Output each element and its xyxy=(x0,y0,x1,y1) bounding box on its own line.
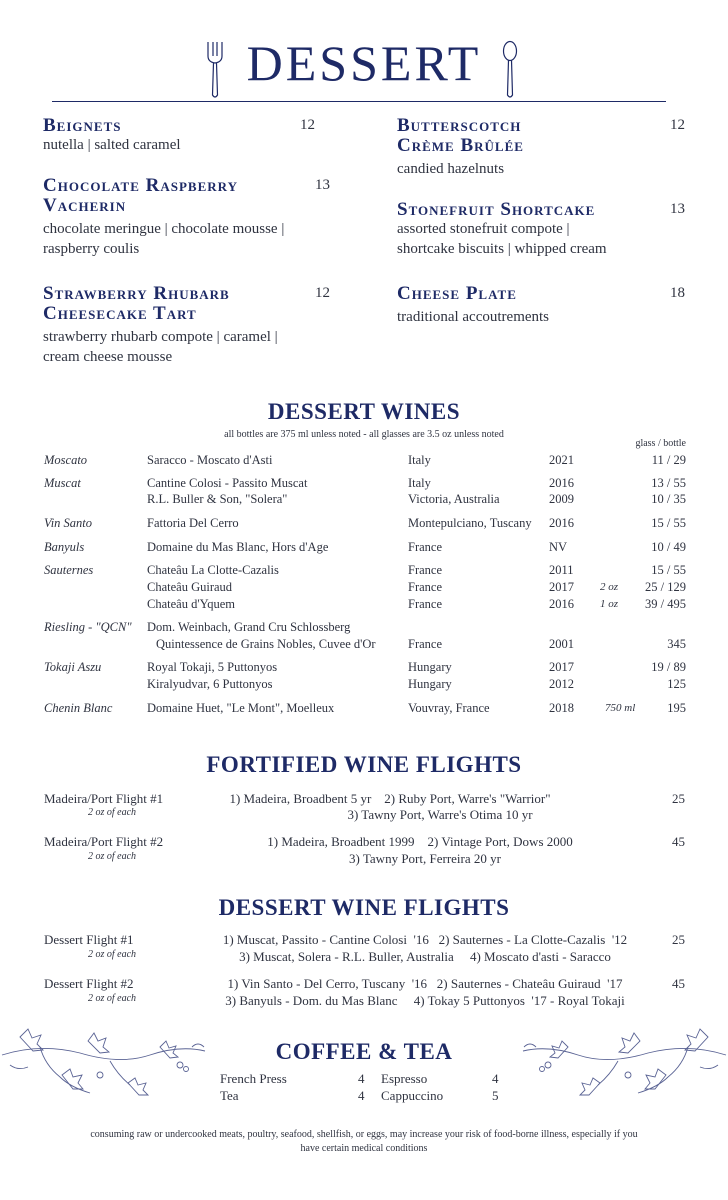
flight-line: 3) Tawny Port, Warre's Otima 10 yr xyxy=(347,807,533,822)
wine-vintage: 2016 xyxy=(549,476,574,490)
dish-price: 12 xyxy=(670,117,685,133)
wine-vintage: 2016 xyxy=(549,597,574,611)
wine-row xyxy=(0,701,728,717)
footer-disclaimer-line2: have certain medical conditions xyxy=(300,1143,428,1154)
wine-type: Moscato xyxy=(44,453,88,467)
dish-price: 13 xyxy=(670,201,685,217)
wine-price: 10 / 35 xyxy=(651,492,686,506)
dish-description: traditional accoutrements xyxy=(397,309,550,325)
coffee-item-price: 4 xyxy=(492,1071,499,1086)
wine-type: Banyuls xyxy=(44,540,85,554)
flight-name: Madeira/Port Flight #2 xyxy=(44,834,164,849)
wine-row xyxy=(0,453,728,469)
wine-producer: Chateâu d'Yquem xyxy=(147,597,235,611)
dish-description: assorted stonefruit compote | xyxy=(397,221,570,237)
flight-portion: 2 oz of each xyxy=(88,807,137,818)
coffee-item-name: French Press xyxy=(220,1071,287,1086)
flight-portion: 2 oz of each xyxy=(88,851,137,862)
footer-disclaimer: consuming raw or undercooked meats, poultry, seafood, shellfish, or eggs, may increase your risk of food-borne illness, especially if you xyxy=(90,1129,638,1140)
wine-region: Hungary xyxy=(408,660,452,674)
flight-line: 1) Vin Santo - Del Cerro, Tuscany '16 2) Sauternes - Chateâu Guiraud '17 xyxy=(227,976,623,991)
dish-name: Strawberry Rhubarb xyxy=(43,283,230,304)
wine-size: 750 ml xyxy=(605,702,636,714)
wine-vintage: 2018 xyxy=(549,701,574,715)
wine-row xyxy=(0,516,728,532)
wine-row xyxy=(0,637,728,653)
coffee-item-name: Espresso xyxy=(381,1071,428,1086)
wine-price: 10 / 49 xyxy=(651,540,686,554)
wine-type: Muscat xyxy=(44,476,81,490)
dish-name-line2: Vacherin xyxy=(43,195,127,216)
wine-producer: Royal Tokaji, 5 Puttonyos xyxy=(147,660,278,674)
dish-name-line2: Crème Brûlée xyxy=(397,135,524,156)
section-title-fortified: FORTIFIED WINE FLIGHTS xyxy=(206,752,522,777)
flight-price: 45 xyxy=(672,976,685,991)
flight-price: 25 xyxy=(672,791,685,806)
wine-region: France xyxy=(408,563,443,577)
wine-vintage: 2016 xyxy=(549,516,574,530)
wine-price: 15 / 55 xyxy=(651,563,686,577)
section-title-dessert-wines: DESSERT WINES xyxy=(267,399,461,424)
wine-producer: Kiralyudvar, 6 Puttonyos xyxy=(147,677,273,691)
wine-price: 19 / 89 xyxy=(651,660,686,674)
wine-type: Vin Santo xyxy=(44,516,93,530)
section-title-coffee-tea: COFFEE & TEA xyxy=(275,1039,453,1064)
wine-type: Tokaji Aszu xyxy=(44,660,102,674)
wine-price: 345 xyxy=(667,637,686,651)
coffee-item-price: 4 xyxy=(358,1071,365,1086)
dish-description: cream cheese mousse xyxy=(43,349,173,365)
dish-price: 18 xyxy=(670,285,685,301)
wine-region: Victoria, Australia xyxy=(408,492,500,506)
wine-region: France xyxy=(408,637,443,651)
coffee-item-name: Cappuccino xyxy=(381,1088,444,1103)
wine-producer: R.L. Buller & Son, "Solera" xyxy=(147,492,288,506)
flight-name: Dessert Flight #2 xyxy=(44,976,134,991)
wine-region: Italy xyxy=(408,476,431,490)
wine-region: Italy xyxy=(408,453,431,467)
dessert-wines-note: all bottles are 375 ml unless noted - all glasses are 3.5 oz unless noted xyxy=(224,429,504,440)
page-title: DESSERT xyxy=(246,35,482,91)
wine-price: 11 / 29 xyxy=(651,453,686,467)
wine-producer: Chateâu La Clotte-Cazalis xyxy=(147,563,279,577)
wine-vintage: NV xyxy=(549,540,568,554)
wine-vintage: 2012 xyxy=(549,677,574,691)
dish-description: chocolate meringue | chocolate mousse | xyxy=(43,221,285,237)
wine-region: Vouvray, France xyxy=(408,701,490,715)
coffee-item-price: 4 xyxy=(358,1088,365,1103)
wine-producer: Fattoria Del Cerro xyxy=(147,516,239,530)
flight-price: 45 xyxy=(672,834,685,849)
dish-description: candied hazelnuts xyxy=(397,161,505,177)
wine-price: 13 / 55 xyxy=(651,476,686,490)
flight-portion: 2 oz of each xyxy=(88,993,137,1004)
wine-row xyxy=(0,597,728,613)
dish-price: 13 xyxy=(315,177,330,193)
wine-region: Montepulciano, Tuscany xyxy=(408,516,532,530)
section-title-dessert-wine-flights: DESSERT WINE FLIGHTS xyxy=(218,895,510,920)
wine-row xyxy=(0,620,728,636)
dish-description: raspberry coulis xyxy=(43,241,140,257)
flight-line: 1) Muscat, Passito - Cantine Colosi '16 2) Sauternes - La Clotte-Cazalis '12 xyxy=(222,932,628,947)
wine-type: Riesling - "QCN" xyxy=(44,620,132,634)
wine-region: Hungary xyxy=(408,677,452,691)
wine-row xyxy=(0,492,728,508)
wine-row xyxy=(0,540,728,556)
dish-description: strawberry rhubarb compote | caramel | xyxy=(43,329,278,345)
wine-vintage: 2011 xyxy=(549,563,574,577)
wine-producer: Cantine Colosi - Passito Muscat xyxy=(147,476,308,490)
dish-description: nutella | salted caramel xyxy=(43,137,181,153)
dish-name: Beignets xyxy=(43,115,122,136)
flight-line: 3) Banyuls - Dom. du Mas Blanc 4) Tokay 5 Puttonyos '17 - Royal Tokaji xyxy=(225,993,625,1008)
wine-producer: Dom. Weinbach, Grand Cru Schlossberg xyxy=(147,620,351,634)
wine-row xyxy=(0,660,728,676)
wine-type: Chenin Blanc xyxy=(44,701,113,715)
wine-producer: Quintessence de Grains Nobles, Cuvee d'Or xyxy=(156,637,376,651)
dish-price: 12 xyxy=(300,117,315,133)
flight-line: 1) Madeira, Broadbent 1999 2) Vintage Port, Dows 2000 xyxy=(267,834,573,849)
wine-vintage: 2017 xyxy=(549,580,574,594)
title-divider xyxy=(52,101,666,102)
wine-producer: Domaine du Mas Blanc, Hors d'Age xyxy=(147,540,329,554)
wine-row xyxy=(0,580,728,596)
wine-price: 25 / 129 xyxy=(645,580,686,594)
dish-name-line2: Cheesecake Tart xyxy=(43,303,197,324)
glass-bottle-header: glass / bottle xyxy=(635,438,686,449)
flight-price: 25 xyxy=(672,932,685,947)
wine-vintage: 2021 xyxy=(549,453,574,467)
wine-price: 195 xyxy=(667,701,686,715)
wine-producer: Chateâu Guiraud xyxy=(147,580,233,594)
wine-region: France xyxy=(408,597,443,611)
flight-line: 3) Muscat, Solera - R.L. Buller, Australia 4) Moscato d'asti - Saracco xyxy=(239,949,611,964)
flight-line: 1) Madeira, Broadbent 5 yr 2) Ruby Port, Warre's "Warrior" xyxy=(229,791,551,806)
dish-name: Cheese Plate xyxy=(397,283,517,304)
wine-vintage: 2001 xyxy=(549,637,574,651)
flight-name: Madeira/Port Flight #1 xyxy=(44,791,164,806)
wine-producer: Domaine Huet, "Le Mont", Moelleux xyxy=(147,701,335,715)
flight-portion: 2 oz of each xyxy=(88,949,137,960)
flight-line: 3) Tawny Port, Ferreira 20 yr xyxy=(349,851,501,866)
coffee-item-name: Tea xyxy=(220,1088,239,1103)
wine-size: 2 oz xyxy=(600,581,619,593)
wine-price: 39 / 495 xyxy=(645,597,686,611)
wine-row xyxy=(0,476,728,492)
wine-type: Sauternes xyxy=(44,563,94,577)
dish-name: Butterscotch xyxy=(397,115,522,136)
wine-row xyxy=(0,677,728,693)
wine-producer: Saracco - Moscato d'Asti xyxy=(147,453,273,467)
wine-vintage: 2009 xyxy=(549,492,574,506)
spoon-icon xyxy=(499,40,521,100)
dish-price: 12 xyxy=(315,285,330,301)
coffee-item-price: 5 xyxy=(492,1088,499,1103)
wine-price: 125 xyxy=(667,677,686,691)
dish-name: Chocolate Raspberry xyxy=(43,175,238,196)
wine-region: France xyxy=(408,540,443,554)
flight-name: Dessert Flight #1 xyxy=(44,932,134,947)
wine-row xyxy=(0,563,728,579)
dish-name: Stonefruit Shortcake xyxy=(397,199,596,220)
wine-size: 1 oz xyxy=(600,598,619,610)
dish-description: shortcake biscuits | whipped cream xyxy=(397,241,607,257)
wine-region: France xyxy=(408,580,443,594)
wine-price: 15 / 55 xyxy=(651,516,686,530)
wine-vintage: 2017 xyxy=(549,660,574,674)
